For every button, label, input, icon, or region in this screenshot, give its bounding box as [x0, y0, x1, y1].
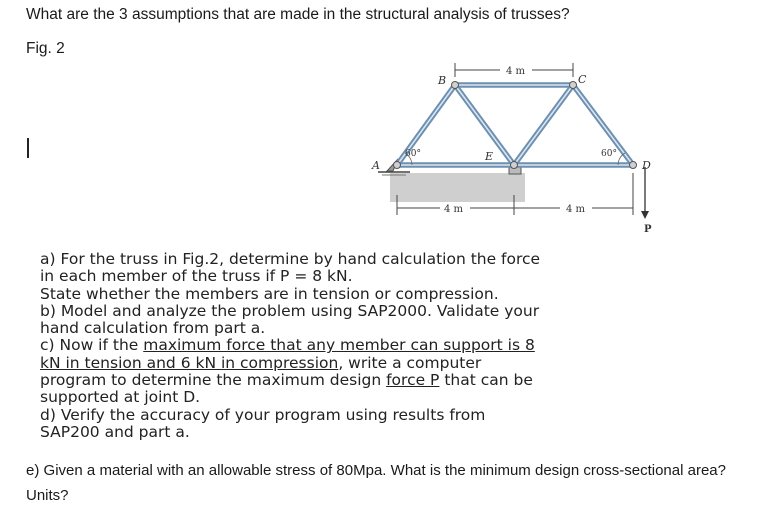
part-a-line-1: a) For the truss in Fig.2, determine by hand calculation the force — [40, 250, 541, 268]
dim-right-label: 4 m — [566, 204, 586, 215]
node-c-label: C — [578, 73, 587, 86]
node-d-label: D — [642, 159, 651, 172]
truss-members — [397, 85, 633, 165]
part-d-line-2: SAP200 and part a. — [40, 422, 190, 441]
node-b-label: B — [438, 74, 447, 87]
joint-b — [452, 82, 459, 89]
part-b-line-2: hand calculation from part a. — [40, 319, 266, 338]
ground-block — [390, 173, 525, 202]
figure-label: Fig. 2 — [26, 40, 65, 57]
part-a-line-2: in each member of the truss if P = 8 kN. — [40, 267, 353, 286]
dim-top-label: 4 m — [506, 66, 526, 77]
angle-left-label: 60° — [405, 149, 421, 159]
joint-d — [630, 162, 637, 169]
part-e-text: e) Given a material with an allowable stress of 80Mpa. What is the minimum design cross-sectional area? Units? — [26, 462, 726, 504]
dim-left-label: 4 m — [444, 204, 464, 215]
truss-figure — [360, 55, 670, 240]
part-e — [26, 458, 726, 508]
part-c-line-4: supported at joint D. — [40, 388, 201, 407]
joint-e — [511, 162, 518, 169]
part-d-line-1: d) Verify the accuracy of your program using results from — [40, 405, 486, 424]
question-parts — [40, 251, 540, 441]
part-a-line-3: State whether the members are in tension or compression. — [40, 284, 499, 303]
node-a-label: A — [372, 159, 380, 172]
joint-c — [570, 82, 577, 89]
part-b-line-1: b) Model and analyze the problem using SAP2000. Validate your — [40, 301, 540, 320]
joint-a — [394, 162, 401, 169]
part-c-line-1: c) Now if the maximum force that any member can support is 8 — [40, 336, 535, 355]
part-c-line-3: program to determine the maximum design force P that can be — [40, 371, 533, 390]
load-label: P — [644, 224, 652, 235]
question-text: What are the 3 assumptions that are made in the structural analysis of trusses? — [26, 6, 570, 23]
part-c-line-2: kN in tension and 6 kN in compression, write a computer — [40, 353, 482, 372]
text-cursor — [27, 138, 29, 158]
angle-right-label: 60° — [601, 149, 617, 159]
node-e-label: E — [485, 150, 494, 163]
